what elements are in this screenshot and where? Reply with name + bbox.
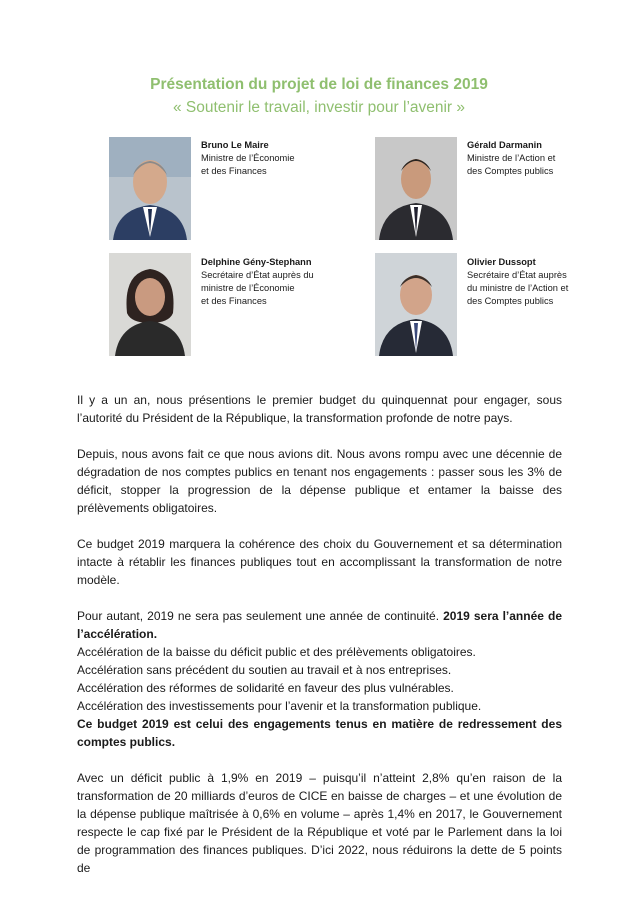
minister-name: Bruno Le Maire: [201, 140, 269, 150]
list-item: Accélération des investissements pour l’avenir et la transformation publique.: [77, 699, 482, 713]
list-item: Accélération des réformes de solidarité en faveur des plus vulnérables.: [77, 681, 454, 695]
minister-name: Delphine Gény-Stephann: [201, 257, 312, 267]
paragraph: [77, 607, 562, 643]
minister-name: Gérald Darmanin: [467, 140, 542, 150]
minister-caption: [467, 139, 582, 178]
paragraph: Ce budget 2019 marquera la cohérence des choix du Gouvernement et sa détermination intacte à rétablir les finances publiques tout en accomplissant la transformation de notre modèle.: [77, 537, 562, 587]
paragraph: Depuis, nous avons fait ce que nous avions dit. Nous avons rompu avec une décennie de dégradation de nos comptes publics en tenant nos engagements : passer sous les 3% de déficit, stopper la progression de la dépense publique et entamer la baisse des prélèvements obligatoires.: [77, 447, 562, 515]
minister-name: Olivier Dussopt: [467, 257, 536, 267]
paragraph-text: Pour autant, 2019 ne sera pas seulement une année de continuité.: [77, 609, 444, 623]
document-body: [77, 391, 562, 895]
portrait-photo-olivier-dussopt: [375, 253, 457, 356]
paragraph: Il y a un an, nous présentions le premier budget du quinquennat pour engager, sous l’autorité du Président de la République, la transformation profonde de notre pays.: [77, 393, 562, 425]
portrait-photo-gerald-darmanin: [375, 137, 457, 240]
minister-role: Secrétaire d’État auprès du ministre de l’Action et des Comptes publics: [467, 270, 569, 306]
document-subtitle: « Soutenir le travail, investir pour l’avenir »: [172, 99, 466, 116]
document-title: Présentation du projet de loi de finances 2019: [150, 76, 488, 93]
list-item: Accélération de la baisse du déficit public et des prélèvements obligatoires.: [77, 645, 476, 659]
minister-caption: [467, 256, 582, 308]
minister-caption: [201, 256, 316, 308]
emphasis-text: 2019 sera l’année de l’accélération.: [77, 609, 562, 641]
portrait-photo-bruno-le-maire: [109, 137, 191, 240]
minister-role: Ministre de l’Action et des Comptes publics: [467, 153, 556, 176]
portrait-photo-delphine-geny-stephann: [109, 253, 191, 356]
minister-role: Ministre de l’Économie et des Finances: [201, 153, 295, 176]
paragraph: Avec un déficit public à 1,9% en 2019 – puisqu’il n’atteint 2,8% qu’en raison de la transformation de 20 milliards d’euros de CICE en baisse de charges – et une évolution de la dépense publique maîtrisée à 0,6% en volume – après 1,4% en 2017, le Gouvernement respecte le cap fixé par le Président de la République et voté par le Parlement dans la loi de programmation des finances publiques. D’ici 2022, nous réduirons la dette de 5 points de: [77, 771, 562, 875]
minister-caption: [201, 139, 316, 178]
minister-role: Secrétaire d’État auprès du ministre de l’Économie et des Finances: [201, 270, 314, 306]
list-item: Accélération sans précédent du soutien au travail et à nos entreprises.: [77, 663, 452, 677]
emphasis-text: Ce budget 2019 est celui des engagements tenus en matière de redressement des comptes publics.: [77, 717, 562, 749]
